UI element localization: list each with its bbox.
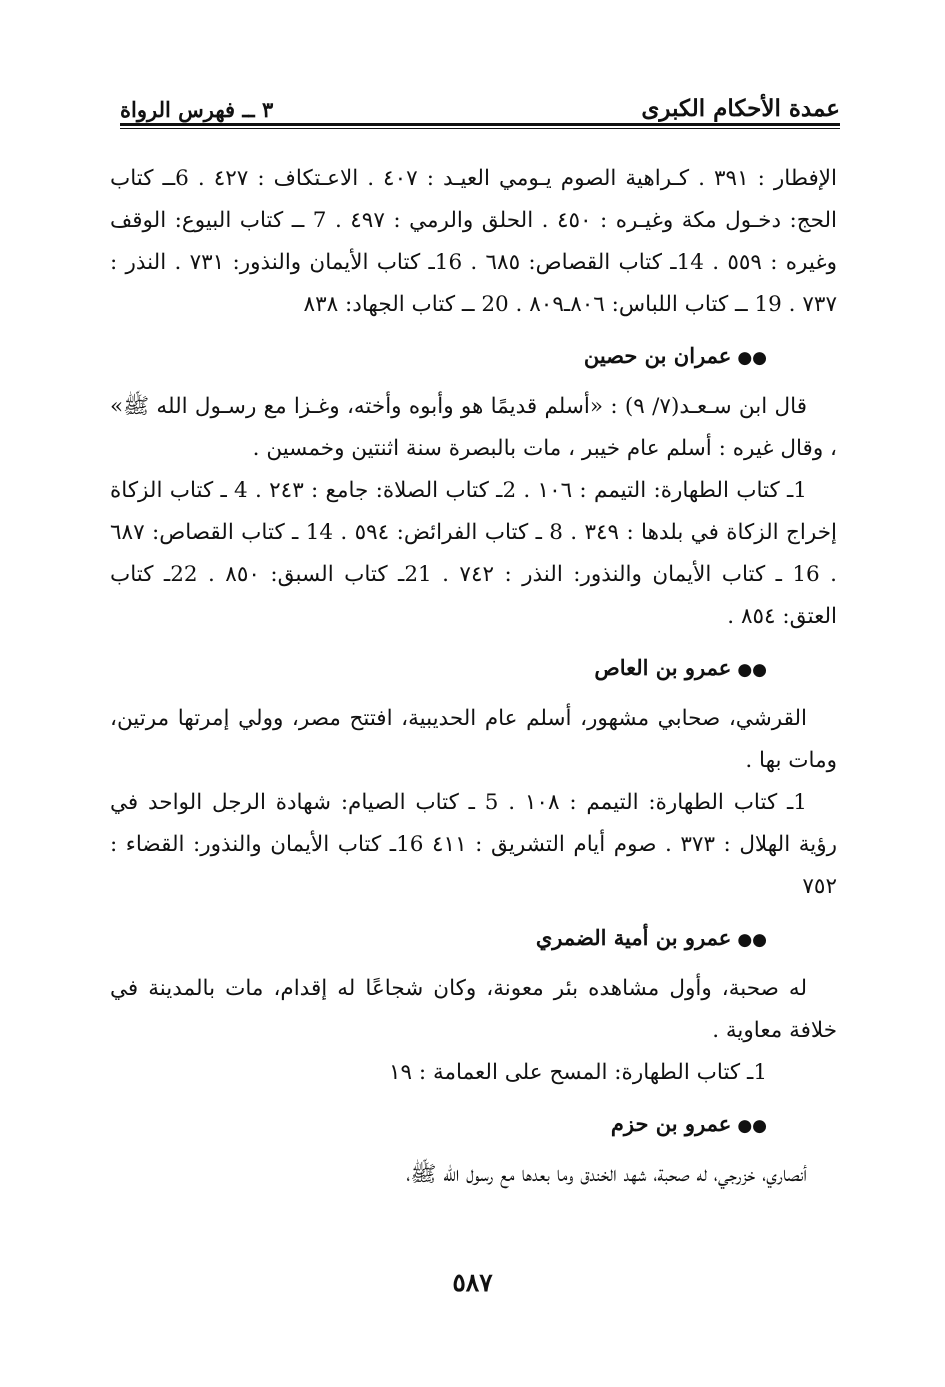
continued-references: الإفطار : ٣٩١ . كـراهية الصوم يـومي العيـد : ٤٠٧ . الاعـتكاف : ٤٢٧ . 6ــ كتاب الحج: دخـول مكة وغيـره : ٤٥٠ . الحلق والرمي : ٤٩٧ . 7 ــ كتاب البيوع: الوقف وغيره : ٥٥٩ . 14ـ كتاب القصاص: ٦٨٥ . 16ـ كتاب الأيمان والنذور: ٧٣١ . النذر : ٧٣٧ . 19 ــ كتاب اللباس: ٨٠٦ـ٨٠٩ . 20 ــ كتاب الجهاد: ٨٣٨ <box>110 166 838 317</box>
entry-heading-imran <box>110 336 837 378</box>
entry-name: عمرو بن العاص <box>594 655 732 680</box>
bullet-icon: ●● <box>737 930 767 950</box>
page-number: ٥٨٧ <box>452 1268 493 1297</box>
entry-name: عمران بن حصين <box>583 343 732 368</box>
entry-bio-amr-aas: القرشي، صحابي مشهور، أسلم عام الحديبية، افتتح مصر، وولي إمرتها مرتين، ومات بها . <box>110 706 837 773</box>
bullet-icon: ●● <box>737 1116 767 1136</box>
entry-refs-amr-umayya: 1ـ كتاب الطهارة: المسح على العمامة : ١٩ <box>388 1060 767 1085</box>
header-rule-thin <box>120 128 840 129</box>
entry-bio-imran: قال ابن سـعـد(٧/ ٩) : «أسلم قديمًا هو وأبوه وأخته، وغـزا مع رسـول الله ﷺ» ، وقال غيره : أسلم عام خيبر ، مات بالبصرة سنة اثنتين وخمسين . <box>110 394 837 461</box>
running-header <box>120 82 840 122</box>
bullet-icon: ●● <box>737 660 767 680</box>
entry-name: عمرو بن أمية الضمري <box>535 925 732 950</box>
page-body <box>110 158 837 1196</box>
entry-bio-amr-umayya: له صحبة، وأول مشاهده بئر معونة، وكان شجاعًا له إقدام، مات بالمدينة في خلافة معاوية . <box>110 976 837 1043</box>
book-title: عمدة الأحكام الكبرى <box>641 95 840 122</box>
entry-heading-amr-umayya <box>110 918 837 960</box>
section-title: ٣ ــ فهرس الرواة <box>120 97 274 122</box>
entry-refs-imran: 1ـ كتاب الطهارة: التيمم : ١٠٦ . 2ـ كتاب الصلاة: جامع : ٢٤٣ . 4 ـ كتاب الزكاة إخراج الزكاة في بلدها : ٣٤٩ . 8 ـ كتاب الفرائض: ٥٩٤ . 14 ـ كتاب القصاص: ٦٨٧ . 16 ـ كتاب الأيمان والنذور: النذر : ٧٤٢ . 21ـ كتاب السبق: ٨٥٠ . 22ـ كتاب العتق: ٨٥٤ . <box>110 478 837 629</box>
bullet-icon: ●● <box>737 348 767 368</box>
entry-bio-amr-hazm: أنصاري، خزرجي، له صحبة، شهد الخندق وما بعدها مع رسول الله ﷺ، <box>406 1162 807 1187</box>
entry-heading-amr-aas <box>110 648 837 690</box>
entry-refs-amr-aas: 1ـ كتاب الطهارة: التيمم : ١٠٨ . 5 ـ كتاب الصيام: شهادة الرجل الواحد في رؤية الهلال : ٣٧٣ . صوم أيام التشريق : ٤١١ 16ـ كتاب الأيمان والنذور: القضاء : ٧٥٢ <box>110 790 838 899</box>
entry-heading-amr-hazm <box>110 1104 837 1146</box>
entry-name: عمرو بن حزم <box>610 1111 732 1136</box>
header-rule <box>120 123 840 126</box>
